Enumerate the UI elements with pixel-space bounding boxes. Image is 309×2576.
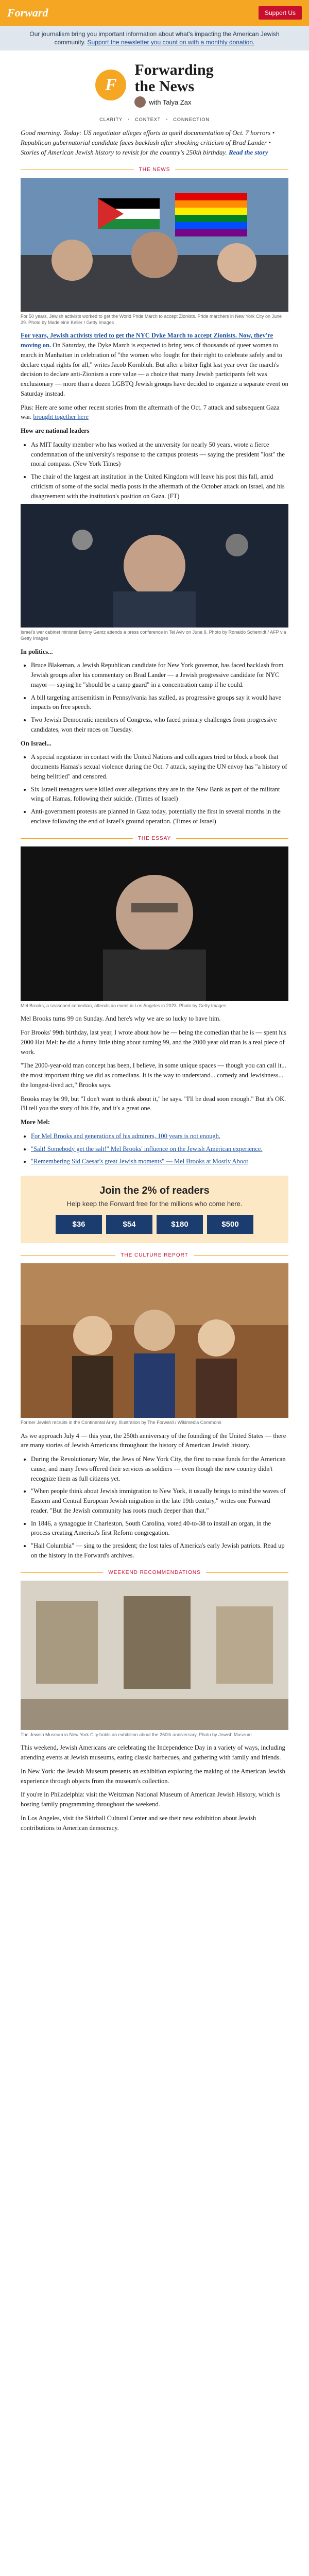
- donation-subtitle: Help keep the Forward free for the millions who come here.: [66, 1200, 243, 1208]
- photo-caption: Former Jewish recruits in the Continental Army. Illustration by The Forward / Wikimedia Commons: [21, 1419, 221, 1425]
- support-banner: [0, 26, 309, 50]
- subhead-text: More Mel:: [21, 1118, 50, 1126]
- plus-text: Plus: Here are some other recent stories from the aftermath of the Oct. 7 attack and subsequent Gaza war.: [21, 403, 280, 421]
- donation-box: [21, 1176, 288, 1243]
- subhead-text: How are national leaders: [21, 427, 90, 435]
- essay-paragraph: "The 2000-year-old man concept has been, I believe, in some unique spaces — though you can call it... the most important thing we did as comedians. It is the way to understand... comedy and Jewishness... the longest-lived act," Brooks says.: [21, 1062, 286, 1089]
- more-mel-bullets: [31, 1131, 288, 1166]
- author-avatar: [134, 96, 146, 108]
- news-lead-text: On Saturday, the Dyke March is expected to bring tens of thousands of queer women to march in Manhattan in celebration of "the women who fought for their right to celebrate safely and to declare equal rights for all," writes Jacob Kornbluh. But after a bitter fight last year over the march's decision to declare anti-Zionism a core value — a choice that many Jewish participants felt was exclusionary — more than a dozen LGBTQ Jewish groups have decided to organize a separate event on Saturday instead.: [21, 342, 288, 397]
- brand-logo[interactable]: Forward: [7, 6, 48, 19]
- title-line-1: Forwarding: [134, 61, 214, 79]
- tagline-context: CONTEXT: [135, 117, 161, 123]
- plus-link[interactable]: brought together here: [33, 413, 89, 421]
- donate-amount-button[interactable]: $500: [207, 1215, 253, 1234]
- tagline-nav: [0, 113, 309, 128]
- more-mel-link[interactable]: "Salt! Somebody get the salt!" Mel Brooks' influence on the Jewish American experience.: [31, 1145, 263, 1153]
- gantz-image: [21, 504, 288, 628]
- intro-read-link[interactable]: Read the story: [228, 148, 268, 157]
- essay-paragraph: For Brooks' 99th birthday, last year, I wrote about how he — being the comedian that he is — spent his 2000 Hat Mel: he did a funny little thing about turning 99, and the 2000 year old man is a real piece of work.: [21, 1029, 287, 1056]
- culture-intro: As we approach July 4 — this year, the 250th anniversary of the founding of the United States — there are many stories of Jewish Americans throughout the history of American Jewish history.: [21, 1432, 286, 1449]
- list-item: • "When people think about Jewish immigration to New York, it usually brings to mind the waves of Eastern and Central European Jewish migration in the late 19th century," writes one Forward reader. "But the Jewish community has roots much deeper than that.": [31, 1486, 288, 1515]
- forward-logo-icon: F: [95, 70, 126, 100]
- list-item: • During the Revolutionary War, the Jews of New York City, the first to raise funds for the American cause, and many Jews offered their services as soldiers — even though the new country didn't recognize them as full citizens yet.: [31, 1454, 288, 1483]
- section-label: THE ESSAY: [138, 835, 171, 841]
- section-heading-weekend: [21, 1570, 288, 1575]
- support-us-button[interactable]: Support Us: [259, 6, 302, 20]
- news-plus-paragraph: [21, 403, 288, 422]
- news-lead-link[interactable]: For years, Jewish activists tried to get the NYC Dyke March to accept Zionists. Now, they're moving on.: [21, 332, 273, 349]
- list-item: • A special negotiator in contact with the United Nations and colleagues tried to block a book that documents Hamas's sexual violence during the Oct. 7 attack, saying the UN envoy has "a history of being belittled" and censored.: [31, 752, 288, 781]
- list-item[interactable]: [31, 1157, 288, 1166]
- list-item: • In 1846, a synagogue in Charleston, South Carolina, voted 40-to-38 to install an organ, in the process creating America's first Reform congregation.: [31, 1519, 288, 1538]
- revolution-illustration: [21, 1263, 288, 1418]
- politics-bullets: [31, 660, 288, 734]
- tagline-separator: •: [166, 117, 168, 123]
- divider-line: [21, 1255, 115, 1256]
- section-heading-culture: [21, 1252, 288, 1258]
- section-label: THE NEWS: [139, 166, 170, 173]
- donate-amount-button[interactable]: $180: [157, 1215, 203, 1234]
- photo-caption: Mel Brooks, a seasoned comedian, attends an event in Los Angeles in 2023. Photo by Getty Images: [21, 1003, 227, 1008]
- masthead: [0, 50, 309, 113]
- culture-bullets: [31, 1454, 288, 1561]
- section-heading-essay: [21, 836, 288, 841]
- list-item: • Two Jewish Democratic members of Congress, who faced primary challenges from progressive candidates, won their races on Tuesday.: [31, 715, 288, 735]
- photo-caption: For 50 years, Jewish activists worked to get the World Pride March to accept Zionists. Pride marchers in New York City on June 29. Photo by Madeleine Keller / Getty Images: [21, 313, 282, 325]
- banner-text: Our journalism bring you important information about what's impacting the American Jewish community.: [29, 30, 280, 46]
- list-item: • "Hail Columbia" — sing to the president; the lost tales of America's early Jewish patriots. Read up on the history in the Forward's archives.: [31, 1541, 288, 1561]
- list-item: • As MIT faculty member who has worked at the university for nearly 50 years, wrote a fierce condemnation of the university's response to the campus protests — saying the president "lost" the moral compass. (New York Times): [31, 440, 288, 469]
- news-lead-paragraph: [21, 331, 288, 398]
- intro-paragraph: [0, 128, 309, 158]
- museum-photo: [21, 1581, 288, 1730]
- weekend-paragraph: If you're in Philadelphia: visit the Weitzman National Museum of American Jewish History, which is hosting family programming throughout the weekend.: [21, 1791, 280, 1808]
- divider-line: [21, 1572, 103, 1573]
- subhead-text: On Israel...: [21, 739, 52, 747]
- gantz-photo: [21, 504, 288, 628]
- section-heading-news: [21, 167, 288, 173]
- list-item: • The chair of the largest art institution in the United Kingdom will leave his post this fall, amid criticism of some of the social media posts in the aftermath of the October attack on Israel, and his disagreement with the institution's position on Gaza. (FT): [31, 472, 288, 501]
- subhead-politics: [21, 647, 288, 657]
- essay-paragraph: Mel Brooks turns 99 on Sunday. And here's why we are so lucky to have him.: [21, 1015, 221, 1023]
- section-label: WEEKEND RECOMMENDATIONS: [108, 1569, 201, 1575]
- subhead-text: In politics...: [21, 648, 53, 655]
- list-item: • Bruce Blakeman, a Jewish Republican candidate for New York governor, has faced backlash from Jewish groups after his commentary on Brad Lander — a Jewish progressive candidate for NYC mayor — saying he "should be a camp guard" in a concentration camp if he could.: [31, 660, 288, 689]
- mel-brooks-image: [21, 846, 288, 1001]
- intro-text: Good morning. Today: US negotiator alleges efforts to quell documentation of Oct. 7 horrors • Republican gubernatorial candidate faces backlash after shocking criticism of Brad Lander • Stories of American Jewish history to revisit for the country's 250th birthday.: [21, 129, 275, 157]
- title-line-2: the News: [134, 77, 195, 95]
- donate-amount-button[interactable]: $54: [106, 1215, 152, 1234]
- subhead-national: [21, 426, 288, 436]
- list-item: • A bill targeting antisemitism in Pennsylvania has stalled, as progressive groups say it would have impacts on free speech.: [31, 693, 288, 713]
- weekend-paragraph: In Los Angeles, visit the Skirball Cultural Center and see their new exhibition about Jewish contributions to American democracy.: [21, 1814, 256, 1832]
- photo-caption: The Jewish Museum in New York City holds an exhibition about the 250th anniversary. Photo by Jewish Museum: [21, 1732, 252, 1737]
- list-item: • Anti-government protests are planned in Gaza today, potentially the first in several months in the enclave following the end of Israel's ground operation. (Times of Israel): [31, 807, 288, 826]
- more-mel-link[interactable]: "Remembering Sid Caesar's great Jewish moments" — Mel Brooks at Mostly Aboot: [31, 1158, 248, 1165]
- national-bullets: [31, 440, 288, 501]
- tagline-separator: •: [128, 117, 130, 123]
- subhead-more-mel: [21, 1117, 288, 1127]
- museum-image: [21, 1581, 288, 1730]
- banner-link[interactable]: Support the newsletter you count on with a monthly donation.: [87, 39, 255, 46]
- list-item[interactable]: [31, 1144, 288, 1154]
- israel-bullets: [31, 752, 288, 826]
- section-label: THE CULTURE REPORT: [121, 1252, 188, 1258]
- list-item: • Six Israeli teenagers were killed over allegations they are in the New Bank as part of the militant wing of Hamas, following their suicide. (Times of Israel): [31, 785, 288, 804]
- donate-amount-button[interactable]: $36: [56, 1215, 102, 1234]
- byline: [134, 96, 213, 108]
- divider-line: [194, 1255, 288, 1256]
- top-bar: [0, 0, 309, 26]
- tagline-connection: CONNECTION: [173, 117, 210, 123]
- photo-caption: Israel's war cabinet minister Benny Gantz attends a press conference in Tel Aviv on June 9. Photo by Ronaldo Schemidt / AFP via Getty Images: [21, 630, 286, 641]
- weekend-paragraph: In New York: the Jewish Museum presents an exhibition exploring the making of the American Jewish experience through objects from the museum's collection.: [21, 1767, 285, 1785]
- newsletter-title: [134, 62, 213, 94]
- subhead-israel: [21, 739, 288, 749]
- divider-line: [176, 838, 288, 839]
- list-item[interactable]: [31, 1131, 288, 1141]
- tagline-clarity: CLARITY: [99, 117, 123, 123]
- pride-march-photo: [21, 178, 288, 312]
- divider-line: [21, 838, 133, 839]
- donation-title: Join the 2% of readers: [99, 1185, 210, 1197]
- essay-paragraph: Brooks may be 99, but "I don't want to think about it," he says. "I'll be dead soon enough." But it's OK. I'll tell you the story of his life, and it's a great one.: [21, 1095, 286, 1112]
- pride-march-image: [21, 178, 288, 312]
- donation-amounts: [31, 1215, 278, 1234]
- divider-line: [206, 1572, 288, 1573]
- byline-text: with Talya Zax: [149, 98, 192, 106]
- revolution-image: [21, 1263, 288, 1418]
- mel-brooks-photo: [21, 846, 288, 1001]
- more-mel-link[interactable]: For Mel Brooks and generations of his admirers, 100 years is not enough.: [31, 1132, 220, 1140]
- weekend-paragraph: This weekend, Jewish Americans are celebrating the Independence Day in a variety of ways, including attending events at Jewish museums, eating classic barbecues, and gathering with family and friends.: [21, 1744, 285, 1761]
